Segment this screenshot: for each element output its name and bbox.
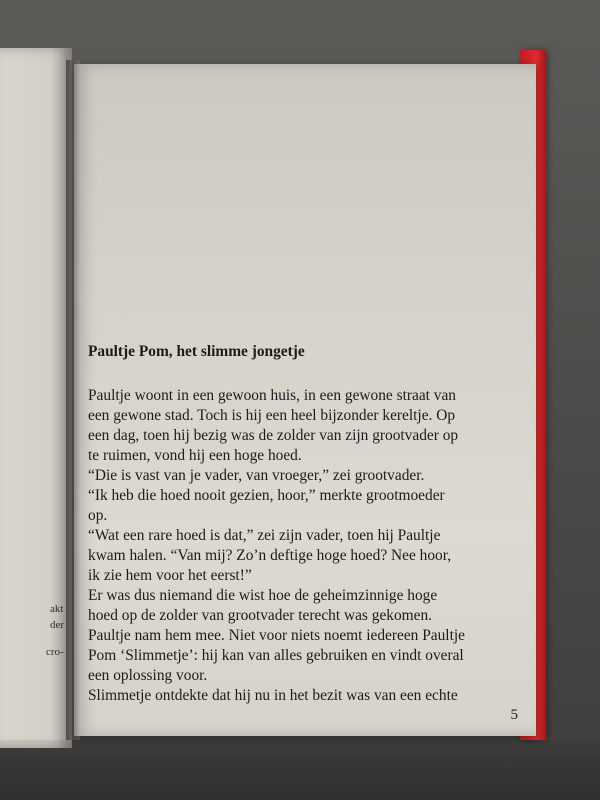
text-line: ik zie hem voor het eerst!” bbox=[88, 567, 252, 584]
text-line: Pom ‘Slimmetje’: hij kan van alles gebruiken en vindt overal bbox=[88, 647, 464, 664]
left-page-fragment: der bbox=[50, 619, 65, 631]
page-text bbox=[88, 342, 528, 706]
table-shadow bbox=[0, 740, 600, 800]
left-page-fragment: akt bbox=[50, 603, 64, 615]
text-line: kwam halen. “Van mij? Zo’n deftige hoge hoed? Nee hoor, bbox=[88, 547, 452, 564]
book-gutter bbox=[66, 60, 80, 740]
text-line: hoed op de zolder van grootvader terecht was gekomen. bbox=[88, 607, 433, 624]
text-line: “Ik heb die hoed nooit gezien, hoor,” merkte grootmoeder bbox=[88, 487, 445, 504]
right-page bbox=[74, 64, 536, 736]
text-line: te ruimen, vond hij een hoge hoed. bbox=[88, 447, 302, 464]
left-page-fragment: cro- bbox=[46, 646, 64, 658]
text-line: “Wat een rare hoed is dat,” zei zijn vader, toen hij Paultje bbox=[88, 527, 441, 544]
text-line: Paultje woont in een gewoon huis, in een gewone straat van bbox=[88, 387, 456, 404]
text-line: Er was dus niemand die wist hoe de geheimzinnige hoge bbox=[88, 587, 438, 604]
chapter-title: Paultje Pom, het slimme jongetje bbox=[88, 343, 305, 360]
text-line: op. bbox=[88, 507, 108, 524]
text-line: “Die is vast van je vader, van vroeger,” zei grootvader. bbox=[88, 467, 425, 484]
text-line: een gewone stad. Toch is hij een heel bijzonder kereltje. Op bbox=[88, 407, 456, 424]
page-number: 5 bbox=[510, 707, 518, 723]
text-line: een dag, toen hij bezig was de zolder van zijn grootvader op bbox=[88, 427, 459, 444]
text-line: Paultje nam hem mee. Niet voor niets noemt iedereen Paultje bbox=[88, 627, 465, 644]
text-line: een oplossing voor. bbox=[88, 667, 208, 684]
text-line: Slimmetje ontdekte dat hij nu in het bezit was van een echte bbox=[88, 687, 458, 704]
left-page bbox=[0, 48, 72, 748]
